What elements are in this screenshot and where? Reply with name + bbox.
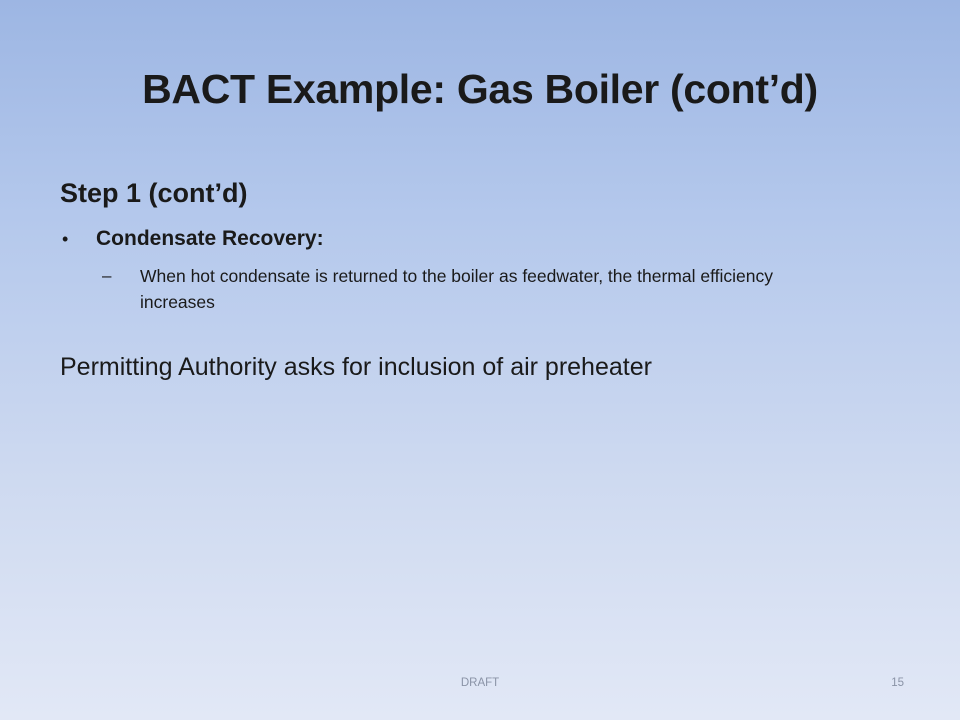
page-number: 15: [891, 677, 904, 689]
sub-bullet-item: [102, 263, 920, 315]
sub-bullet-symbol: –: [102, 266, 112, 285]
slide-title: BACT Example: Gas Boiler (cont’d): [142, 66, 818, 112]
step-heading: Step 1 (cont’d): [60, 178, 248, 208]
bullet-label: Condensate Recovery:: [96, 227, 324, 250]
bullet-item: [62, 227, 920, 251]
footer-draft-label: DRAFT: [460, 677, 500, 689]
sub-bullet-text: When hot condensate is returned to the boiler as feedwater, the thermal efficiency increases: [140, 266, 773, 312]
statement-text: Permitting Authority asks for inclusion of air preheater: [60, 353, 652, 381]
slide-content: [60, 178, 920, 382]
bullet-symbol: •: [62, 229, 69, 249]
